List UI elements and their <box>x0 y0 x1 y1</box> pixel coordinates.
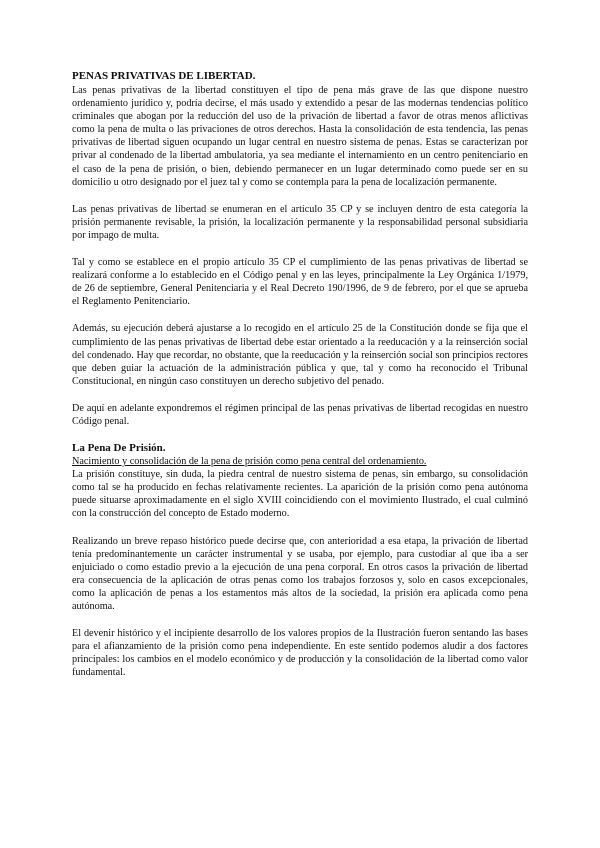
paragraph: Las penas privativas de la libertad constituyen el tipo de pena más grave de las que dispone nuestro ordenamiento jurídico y, podría decirse, el más usado y extendido a pesar de las modernas tendencias político criminales que abogan por la reducción del uso de la privación de libertad a favor de otras menos aflictivas como la pena de multa o las privaciones de otros derechos. Hasta la consolidación de esta tendencia, las penas privativas de libertad siguen ocupando un lugar central en nuestro sistema de penas. Estas se caracterizan por privar al condenado de la libertad ambulatoria, ya sea mediante el internamiento en un centro penitenciario en el caso de la pena de prisión, o bien, debiendo permanecer en un lugar determinado como puede ser en su domicilio u otro designado por el juez tal y como se contempla para la pena de localización permanente. <box>72 85 528 188</box>
paragraph: Tal y como se establece en el propio artículo 35 CP el cumplimiento de las penas privativas de libertad se realizará conforme a lo establecido en el Código penal y en las leyes, principalmente la Ley Orgánica 1/1979, de 26 de septiembre, General Penitenciaria y el Real Decreto 190/1996, de 9 de febrero, por el que se aprueba el Reglamento Penitenciario. <box>72 257 528 308</box>
section-paragraph: Realizando un breve repaso histórico puede decirse que, con anterioridad a esa etapa, la privación de libertad tenía predominantemente un carácter instrumental y se usaba, por ejemplo, para custodiar al que iba a ser enjuiciado o como estadio previo a la ejecución de una pena corporal. En otros casos la privación de libertad era consecuencia de la aplicación de otras penas como los trabajos forzosos y, solo en casos excepcionales, como la aplicación de penas a los estamentos más altos de la sociedad, la prisión era aplicada como pena autónoma. <box>72 535 528 612</box>
section-title: La Pena De Prisión. <box>72 442 166 455</box>
paragraph: De aquí en adelante expondremos el régimen principal de las penas privativas de libertad recogidas en nuestro Código penal. <box>72 402 528 427</box>
paragraph: Las penas privativas de libertad se enumeran en el artículo 35 CP y se incluyen dentro de esta categoría la prisión permanente revisable, la prisión, la localización permanente y la responsabilidad personal subsidiaria por impago de multa. <box>72 203 528 241</box>
paragraph: Además, su ejecución deberá ajustarse a lo recogido en el artículo 25 de la Constitución donde se fija que el cumplimiento de las penas privativas de libertad debe estar orientado a la reeducación y a la reinserción social del condenado. Hay que recordar, no obstante, que la reeducación y la reinserción social son principios rectores que deben guiar la actuación de la administración pública y que, tal y como ha reconocido el Tribunal Constitucional, en ningún caso constituyen un derecho subjetivo del penado. <box>72 323 528 387</box>
section-subtitle: Nacimiento y consolidación de la pena de prisión como pena central del ordenamiento. <box>72 456 427 468</box>
section-paragraph: La prisión constituye, sin duda, la piedra central de nuestro sistema de penas, sin embargo, su consolidación como tal se ha producido en fechas relativamente recientes. La aparición de la prisión como pena autónoma puede situarse aproximadamente en el siglo XVIII coincidiendo con el movimiento Ilustrado, el cual culminó con la construcción del concepto de Estado moderno. <box>72 469 528 520</box>
document-title: PENAS PRIVATIVAS DE LIBERTAD. <box>72 70 256 82</box>
section-paragraph: El devenir histórico y el incipiente desarrollo de los valores propios de la Ilustración fueron sentando las bases para el afianzamiento de la prisión como pena independiente. En este sentido podemos aludir a dos factores principales: los cambios en el modelo económico y de producción y la consolidación de la libertad como valor fundamental. <box>72 628 528 679</box>
